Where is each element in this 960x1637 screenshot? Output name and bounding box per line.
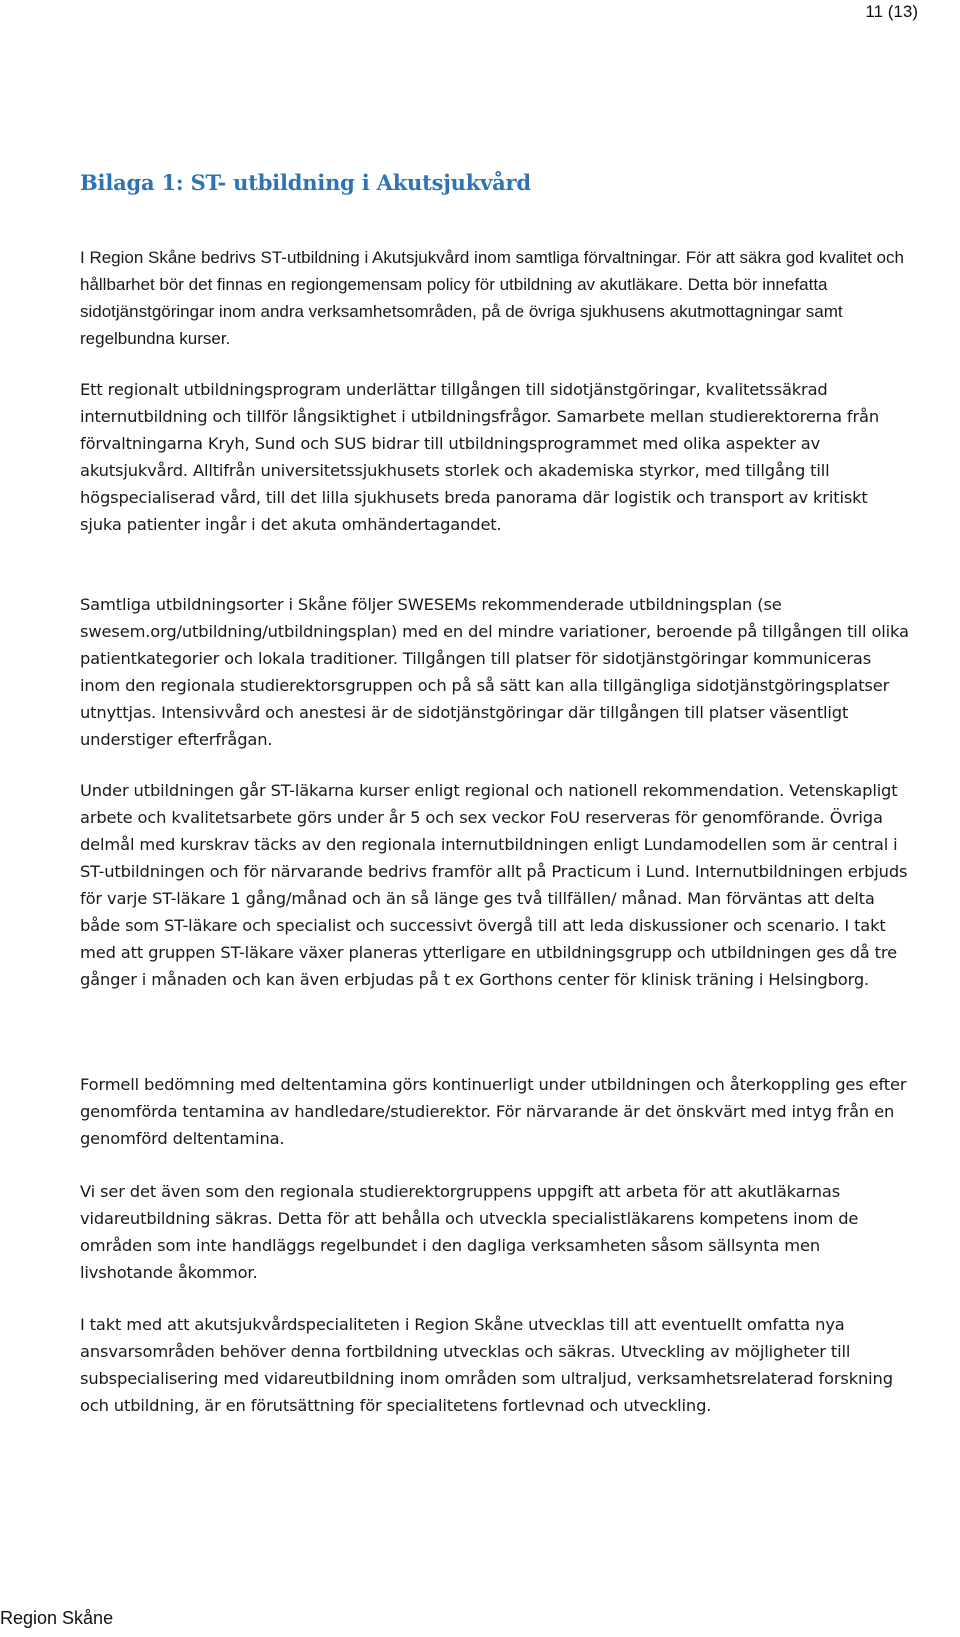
paragraph-assessment: Formell bedömning med deltentamina görs kontinuerligt under utbildningen och återkoppling ges efter genomförda tentamina av handledare/studierektor. För närvarande är det önskvärt med intyg från en genomförd deltentamina.	[80, 1075, 907, 1148]
paragraph-courses: Under utbildningen går ST-läkarna kurser enligt regional och nationell rekommendation. Vetenskapligt arbete och kvalitetsarbete görs under år 5 och sex veckor FoU reserveras för genomförande. Övriga delmål med kurskrav täcks av den regionala internutbildningen enligt Lundamodellen som är central i ST-utbildningen och för närvarande bedrivs framför allt på Practicum i Lund. Internutbildningen erbjuds för varje ST-läkare 1 gång/månad och än så länge ges två tillfällen/ månad. Man förväntas att delta både som ST-läkare och specialist och successivt övergå till att leda diskussioner och scenario. I takt med att gruppen ST-läkare växer planeras ytterligare en utbildningsgrupp och utbildningen ges då tre gånger i månaden och kan även erbjudas på t ex Gorthons center för klinisk träning i Helsingborg.	[80, 781, 908, 989]
paragraph-intro: I Region Skåne bedrivs ST-utbildning i Akutsjukvård inom samtliga förvaltningar. För att säkra god kvalitet och hållbarhet bör det finnas en regiongemensam policy för utbildning av akutläkare. Detta bör innefatta sidotjänstgöringar inom andra verksamhetsområden, på de övriga sjukhusens akutmottagningar samt regelbundna kurser.	[80, 248, 904, 348]
page-number: 11 (13)	[865, 2, 918, 21]
paragraph-training-plan: Samtliga utbildningsorter i Skåne följer SWESEMs rekommenderade utbildningsplan (se swesem.org/utbildning/utbildningsplan) med en del mindre variationer, beroende på tillgången till olika patientkategorier och lokala traditioner. Tillgången till platser för sidotjänstgöringar kommuniceras inom den regionala studierektorsgruppen och på så sätt kan alla tillgängliga sidotjänstgöringsplatser utnyttjas. Intensivvård och anestesi är de sidotjänstgöringar där tillgången till platser väsentligt understiger efterfrågan.	[80, 595, 909, 749]
paragraph-subspecialization: I takt med att akutsjukvårdspecialiteten i Region Skåne utvecklas till att eventuellt omfatta nya ansvarsområden behöver denna fortbildning utvecklas och säkras. Utveckling av möjligheter till subspecialisering med vidareutbildning inom områden som ultraljud, verksamhetsrelaterad forskning och utbildning, är en förutsättning för specialitetens fortlevnad och utveckling.	[80, 1315, 893, 1415]
footer-organization: Region Skåne	[0, 1608, 114, 1628]
paragraph-continuing-education: Vi ser det även som den regionala studierektorgruppens uppgift att arbeta för att akutläkarnas vidareutbildning säkras. Detta för att behålla och utveckla specialistläkarens kompetens inom de områden som inte handläggs regelbundet i den dagliga verksamheten såsom sällsynta men livshotande åkommor.	[80, 1182, 859, 1282]
appendix-heading: Bilaga 1: ST- utbildning i Akutsjukvård	[80, 170, 531, 195]
paragraph-regional-program: Ett regionalt utbildningsprogram underlättar tillgången till sidotjänstgöringar, kvalitetssäkrad internutbildning och tillför långsiktighet i utbildningsfrågor. Samarbete mellan studierektorerna från förvaltningarna Kryh, Sund och SUS bidrar till utbildningsprogrammet med olika aspekter av akutsjukvård. Alltifrån universitetssjukhusets storlek och akademiska styrkor, med tillgång till högspecialiserad vård, till det lilla sjukhusets breda panorama där logistik och transport av kritiskt sjuka patienter ingår i det akuta omhändertagandet.	[80, 380, 880, 534]
